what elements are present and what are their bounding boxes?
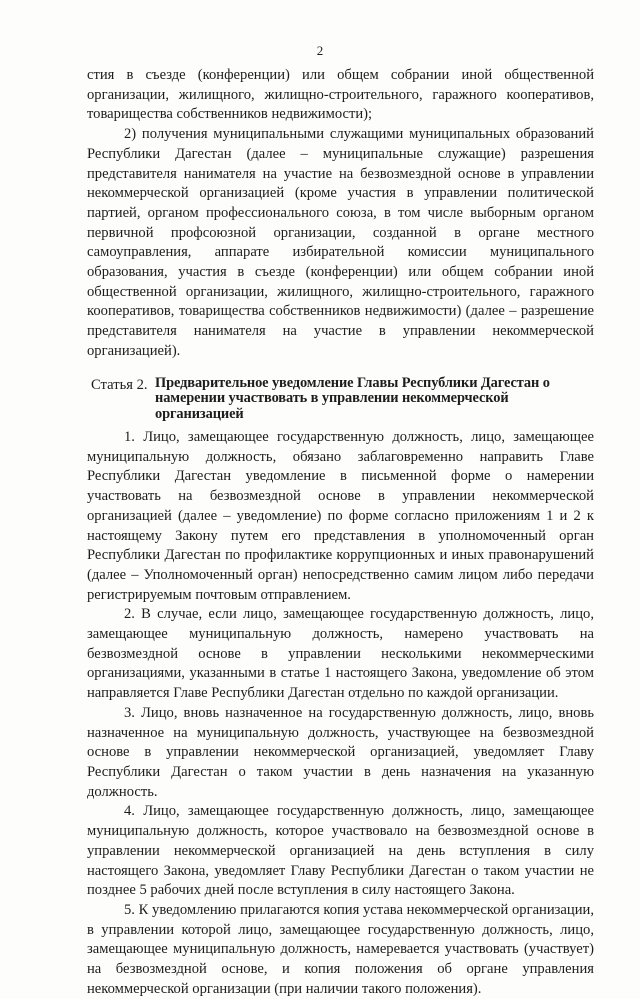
article-heading (87, 376, 594, 423)
article-paragraph-1: 1. Лицо, замещающее государственную должность, лицо, замещающее муниципальную должность, обязано заблаговременно направить Главе Республики Дагестан уведомление в письменной форме о намерении участвовать на безвозмездной основе в управлении некоммерческой организацией (далее – уведомление) по форме согласно приложениям 1 и 2 к настоящему Закону путем его представления в уполномоченный орган Республики Дагестан по профилактике коррупционных и иных правонарушений (далее – Уполномоченный орган) непосредственно самим лицом либо передачи регистрируемым почтовым отправлением. (87, 429, 594, 603)
article-paragraph-2: 2. В случае, если лицо, замещающее государственную должность, лицо, замещающее муниципальную должность, намерено участвовать на безвозмездной основе в управлении несколькими некоммерческими организациями, указанными в статье 1 настоящего Закона, уведомление об этом направляется Главе Республики Дагестан отдельно по каждой организации. (87, 606, 594, 702)
paragraph-item-2: 2) получения муниципальными служащими муниципальных образований Республики Дагестан (далее – муниципальные служащие) разрешения представителя нанимателя на участие на безвозмездной основе в управлении некоммерческой организацией (кроме участия в управлении политической партией, органом профессионального союза, в том числе выборным органом первичной профсоюзной организации, созданной в органе местного самоуправления, аппарате избирательной комиссии муниципального образования, участия в съезде (конференции) или общем собрании иной общественной организации, жилищного, жилищно-строительного, гаражного кооперативов, товарищества собственников недвижимости) (далее – разрешение представителя нанимателя на участие в управлении некоммерческой организацией). (87, 126, 594, 359)
page-number: 2 (316, 43, 324, 58)
article-title: Предварительное уведомление Главы Республики Дагестан о намерении участвовать в управлении некоммерческой организацией (155, 374, 550, 422)
article-paragraph-4: 4. Лицо, замещающее государственную должность, лицо, замещающее муниципальную должность, которое участвовало на безвозмездной основе в управлении некоммерческой организацией на день вступления в силу настоящего Закона, уведомляет Главу Республики Дагестан о таком участии не позднее 5 рабочих дней после вступления в силу настоящего Закона. (87, 803, 594, 899)
article-paragraph-3: 3. Лицо, вновь назначенное на государственную должность, лицо, вновь назначенное на муниципальную должность, участвующее на безвозмездной основе в управлении некоммерческой организацией, уведомляет Главу Республики Дагестан о таком участии в день назначения на указанную должность. (87, 704, 594, 800)
article-number: Статья 2. (91, 376, 148, 393)
document-body (87, 66, 594, 999)
article-paragraph-5: 5. К уведомлению прилагаются копия устава некоммерческой организации, в управлении которой лицо, замещающее государственную должность, лицо, замещающее муниципальную должность, намеревается участвовать (участвует) на безвозмездной основе, и копия положения об органе управления некоммерческой организации (при наличии такого положения). (87, 901, 594, 997)
paragraph-continuation: стия в съезде (конференции) или общем собрании иной общественной организации, жилищного, жилищно-строительного, гаражного кооперативов, товарищества собственников недвижимости); (87, 67, 594, 123)
